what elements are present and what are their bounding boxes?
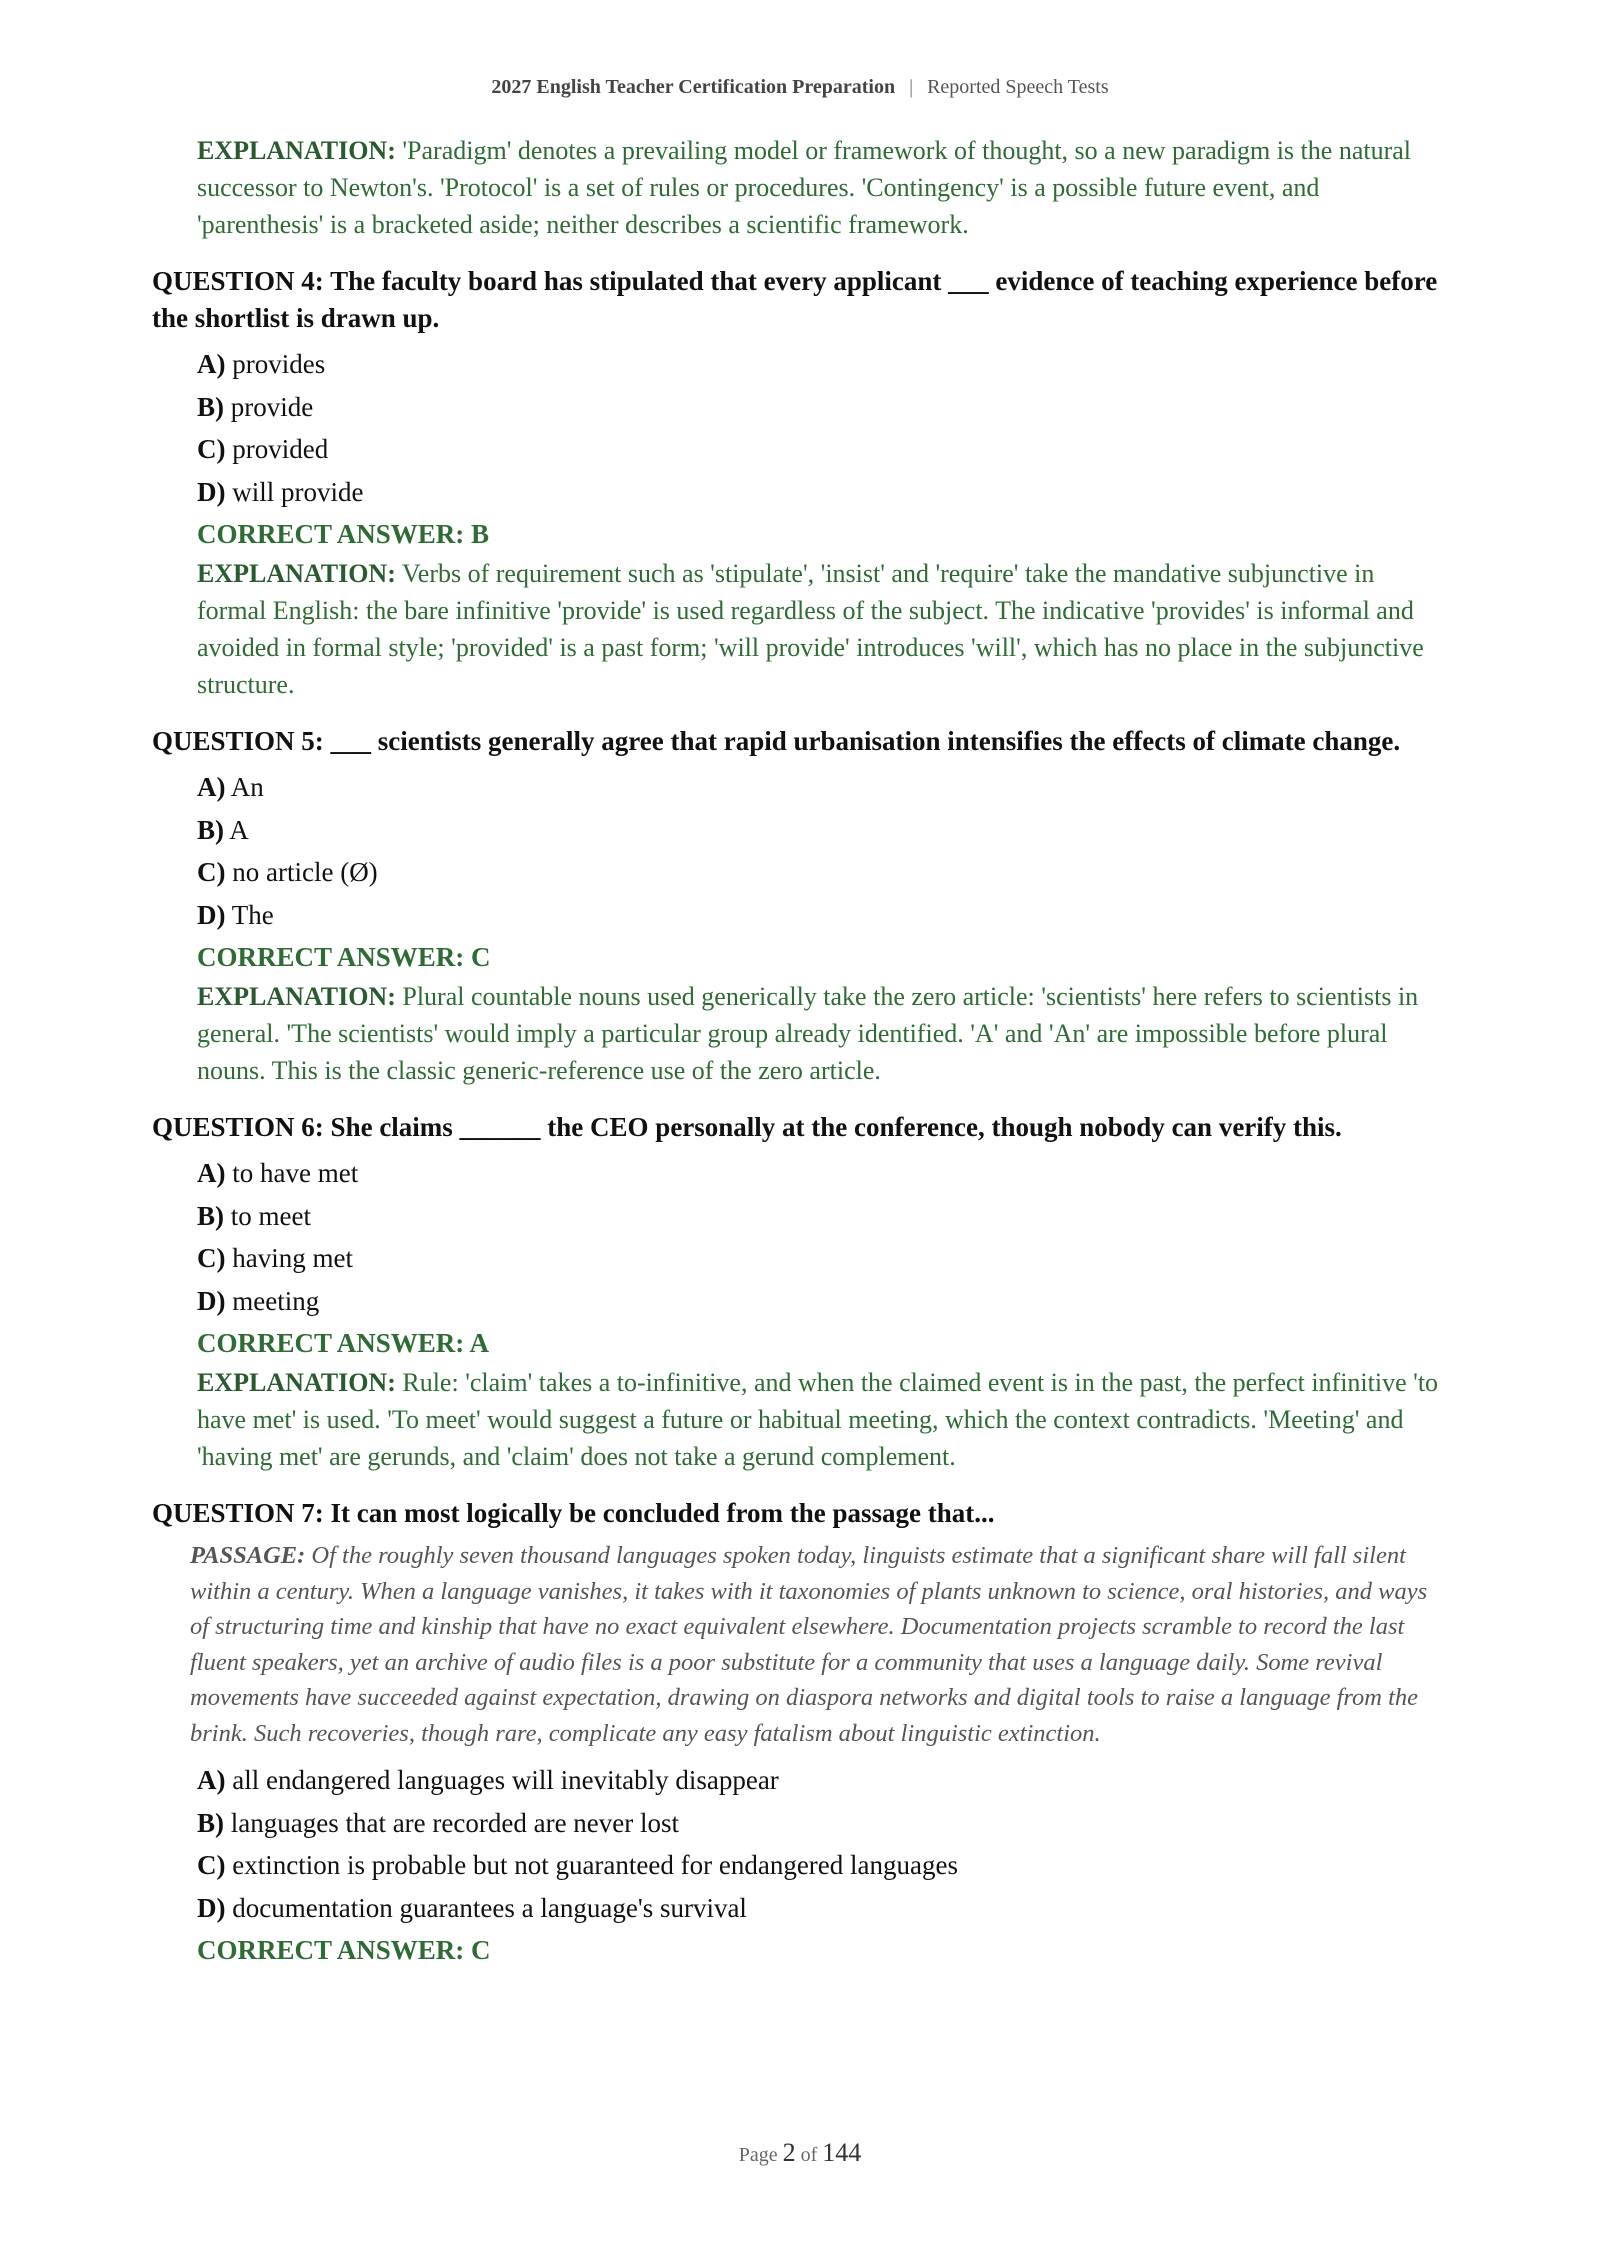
question-label: QUESTION 6: — [152, 1112, 324, 1142]
option-text: all endangered languages will inevitably disappear — [232, 1765, 779, 1795]
option-text: having met — [232, 1243, 353, 1273]
option-letter: B) — [197, 391, 224, 422]
option-letter: B) — [197, 1200, 224, 1231]
explanation-text: Verbs of requirement such as 'stipulate', 'insist' and 'require' take the mandative subjunctive in formal English: the bare infinitive 'provide' is used regardless of the subject. The indicative 'provides' is informal and avoided in formal style; 'provided' is a past form; 'will provide' introduces 'will', which has no place in the subjunctive structure. — [197, 559, 1424, 699]
page-footer — [0, 2138, 1600, 2168]
header-title: 2027 English Teacher Certification Preparation — [491, 76, 896, 98]
option-letter: A) — [197, 1158, 226, 1188]
option-d — [197, 1280, 1448, 1323]
question-7-passage — [190, 1538, 1448, 1751]
explanation-text: Rule: 'claim' takes a to-infinitive, and when the claimed event is in the past, the perfect infinitive 'to have met' is used. 'To meet' would suggest a future or habitual meeting, which the context contradicts. 'Meeting' and 'having met' are gerunds, and 'claim' does not take a gerund complement. — [197, 1368, 1439, 1471]
question-text: It can most logically be concluded from the passage that... — [330, 1498, 995, 1528]
question-4-options — [197, 343, 1448, 513]
question-6-stem — [152, 1109, 1448, 1146]
option-letter: C) — [197, 1850, 226, 1880]
option-c — [197, 1237, 1448, 1280]
option-text: provides — [232, 349, 326, 379]
question-text: The faculty board has stipulated that every applicant ___ evidence of teaching experience before the shortlist is drawn up. — [152, 266, 1438, 333]
footer-current-page: 2 — [782, 2138, 796, 2167]
question-7-options — [197, 1759, 1448, 1929]
option-letter: A) — [197, 772, 226, 802]
passage-text: Of the roughly seven thousand languages spoken today, linguists estimate that a significant share will fall silent within a century. When a language vanishes, it takes with it taxonomies of plants unknown to science, oral histories, and ways of structuring time and kinship that have no exact equivalent elsewhere. Documentation projects scramble to record the last fluent speakers, yet an archive of audio files is a poor substitute for a community that uses a language daily. Some revival movements have succeeded against expectation, drawing on diaspora networks and digital tools to raise a language from the brink. Such recoveries, though rare, complicate any easy fatalism about linguistic extinction. — [190, 1542, 1428, 1747]
option-letter: C) — [197, 857, 226, 887]
question-7-stem — [152, 1495, 1448, 1532]
explanation-label: EXPLANATION: — [197, 559, 396, 588]
option-letter: C) — [197, 1243, 226, 1273]
question-4-stem — [152, 263, 1448, 337]
question-5-stem — [152, 723, 1448, 760]
option-text: An — [230, 772, 264, 802]
option-letter: D) — [197, 899, 226, 930]
option-text: provided — [232, 434, 329, 464]
option-text: The — [231, 899, 274, 930]
option-d — [197, 471, 1448, 514]
option-text: provide — [230, 391, 314, 422]
option-a — [197, 766, 1448, 809]
question-label: QUESTION 7: — [152, 1498, 324, 1528]
option-text: will provide — [232, 476, 364, 507]
question-label: QUESTION 4: — [152, 266, 324, 296]
question-7-correct-answer: CORRECT ANSWER: C — [197, 1935, 491, 1965]
option-d — [197, 1887, 1448, 1930]
question-7-block — [152, 1495, 1448, 1971]
option-text: languages that are recorded are never lost — [230, 1807, 680, 1838]
page-content — [152, 132, 1448, 1991]
question-5-correct-answer: CORRECT ANSWER: C — [197, 942, 491, 972]
option-b — [197, 386, 1448, 429]
option-letter: D) — [197, 476, 226, 507]
option-c — [197, 851, 1448, 894]
option-letter: D) — [197, 1892, 226, 1923]
option-text: extinction is probable but not guaranteed for endangered languages — [232, 1850, 958, 1880]
option-d — [197, 894, 1448, 937]
option-b — [197, 1802, 1448, 1845]
option-letter: C) — [197, 434, 226, 464]
option-text: to have met — [232, 1158, 359, 1188]
question-4-block — [152, 263, 1448, 703]
question-5-options — [197, 766, 1448, 936]
option-b — [197, 809, 1448, 852]
question-text: She claims ______ the CEO personally at the conference, though nobody can verify this. — [330, 1112, 1342, 1142]
option-text: A — [229, 814, 249, 845]
explanation-label: EXPLANATION: — [197, 136, 396, 165]
option-letter: D) — [197, 1285, 226, 1316]
option-letter: B) — [197, 814, 224, 845]
option-text: documentation guarantees a language's survival — [232, 1892, 747, 1923]
question-6-correct-answer: CORRECT ANSWER: A — [197, 1328, 490, 1358]
question-3-explanation — [197, 132, 1448, 243]
explanation-text: Plural countable nouns used generically take the zero article: 'scientists' here refers to scientists in general. 'The scientists' would imply a particular group already identified. 'A' and 'An' are impossible before plural nouns. This is the classic generic-reference use of the zero article. — [197, 982, 1419, 1085]
explanation-label: EXPLANATION: — [197, 1368, 396, 1397]
header-separator: | — [909, 76, 914, 98]
question-text: ___ scientists generally agree that rapid urbanisation intensifies the effects of climate change. — [330, 726, 1401, 756]
explanation-label: EXPLANATION: — [197, 982, 396, 1011]
footer-of-label: of — [800, 2144, 818, 2166]
question-label: QUESTION 5: — [152, 726, 324, 756]
header-subtitle: Reported Speech Tests — [927, 76, 1109, 98]
option-letter: A) — [197, 349, 226, 379]
question-6-explanation — [197, 1364, 1448, 1475]
option-a — [197, 1152, 1448, 1195]
option-letter: B) — [197, 1807, 224, 1838]
option-a — [197, 1759, 1448, 1802]
footer-total-pages: 144 — [822, 2138, 862, 2167]
explanation-text: 'Paradigm' denotes a prevailing model or framework of thought, so a new paradigm is the natural successor to Newton's. 'Protocol' is a set of rules or procedures. 'Contingency' is a possible future event, and 'parenthesis' is a bracketed aside; neither describes a scientific framework. — [197, 136, 1412, 239]
page-header — [0, 76, 1600, 99]
option-text: to meet — [230, 1200, 311, 1231]
passage-label: PASSAGE: — [190, 1542, 306, 1569]
option-text: no article (Ø) — [232, 857, 378, 887]
question-5-explanation — [197, 978, 1448, 1089]
question-4-correct-answer: CORRECT ANSWER: B — [197, 519, 490, 549]
option-c — [197, 428, 1448, 471]
question-6-block — [152, 1109, 1448, 1475]
option-text: meeting — [232, 1285, 320, 1316]
option-c — [197, 1844, 1448, 1887]
question-6-options — [197, 1152, 1448, 1322]
option-letter: A) — [197, 1765, 226, 1795]
footer-page-label: Page — [738, 2144, 778, 2166]
question-4-explanation — [197, 555, 1448, 703]
option-b — [197, 1195, 1448, 1238]
option-a — [197, 343, 1448, 386]
question-5-block — [152, 723, 1448, 1089]
